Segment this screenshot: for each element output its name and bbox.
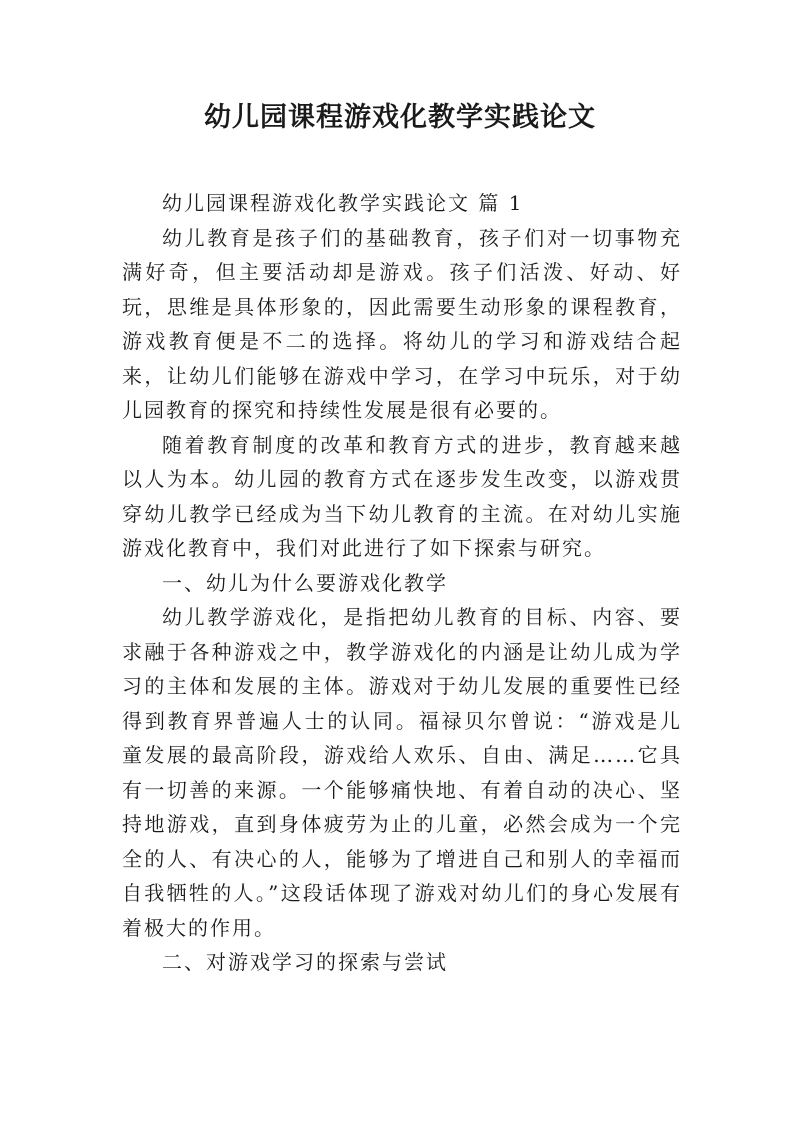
section-heading-1: 一、幼儿为什么要游戏化教学	[162, 570, 448, 595]
document-title: 幼儿园课程游戏化教学实践论文	[204, 102, 596, 133]
section-heading-2: 二、对游戏学习的探索与尝试	[162, 950, 448, 974]
document-body	[122, 186, 682, 980]
paragraph-section-1: 幼儿教学游戏化，是指把幼儿教育的目标、内容、要求融于各种游戏之中，教学游戏化的内涵是让幼儿成为学习的主体和发展的主体。游戏对于幼儿发展的重要性已经得到教育界普遍人士的认同。福禄贝尔曾说：“游戏是儿童发展的最高阶段，游戏给人欢乐、自由、满足……它具有一切善的来源。一个能够痛快地、有着自动的决心、坚持地游戏，直到身体疲劳为止的儿童，必然会成为一个完全的人、有决心的人，能够为了增进自己和别人的幸福而自我牺牲的人。”这段话体现了游戏对幼儿们的身心发展有着极大的作用。	[122, 605, 682, 940]
subtitle: 幼儿园课程游戏化教学实践论文 篇 1	[162, 191, 524, 215]
paragraph-intro: 幼儿教育是孩子们的基础教育，孩子们对一切事物充满好奇，但主要活动却是游戏。孩子们活泼、好动、好玩，思维是具体形象的，因此需要生动形象的课程教育，游戏教育便是不二的选择。将幼儿的学习和游戏结合起来，让幼儿们能够在游戏中学习，在学习中玩乐，对于幼儿园教育的探究和持续性发展是很有必要的。	[122, 225, 682, 422]
paragraph-reform: 随着教育制度的改革和教育方式的进步，教育越来越以人为本。幼儿园的教育方式在逐步发生改变，以游戏贯穿幼儿教学已经成为当下幼儿教育的主流。在对幼儿实施游戏化教育中，我们对此进行了如下探索与研究。	[122, 432, 682, 560]
